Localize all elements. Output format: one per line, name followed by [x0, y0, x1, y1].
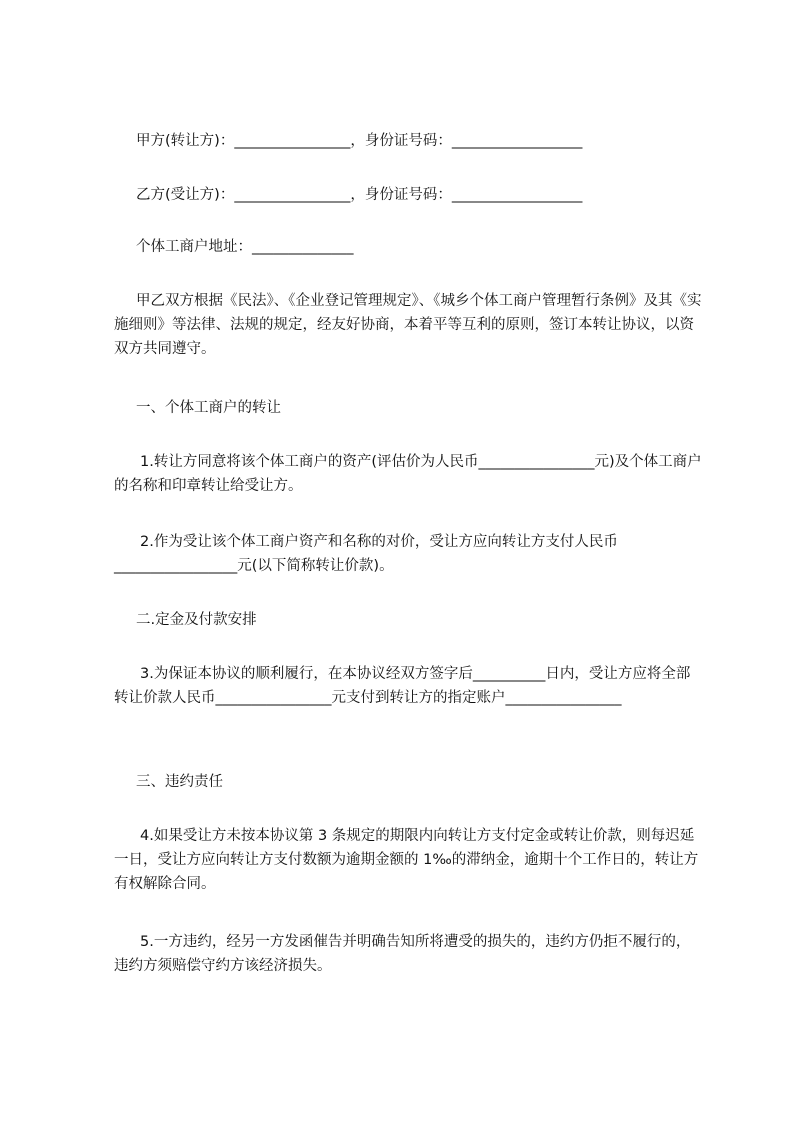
party-a-line: 甲方(转让方)：________________，身份证号码：__________________	[136, 133, 583, 149]
address-line: 个体工商户地址：______________	[136, 239, 354, 255]
section-3-title: 三、违约责任	[136, 774, 223, 790]
clause-4: 4.如果受让方未按本协议第 3 条规定的期限内向转让方支付定金或转让价款，则每迟延一日，受让方应向转让方支付数额为逾期金额的 1‰的滞纳金，逾期十个工作日的，转让方有权解除合同。	[114, 828, 699, 892]
party-b-line: 乙方(受让方)：________________，身份证号码：__________________	[136, 187, 583, 203]
clause-3: 3.为保证本协议的顺利履行，在本协议经双方签字后__________日内，受让方应将全部转让价款人民币________________元支付到转让方的指定账户________________	[114, 666, 691, 706]
clause-5: 5.一方违约，经另一方发函催告并明确告知所将遭受的损失的，违约方仍拒不履行的，违约方须赔偿守约方该经济损失。	[114, 934, 691, 974]
clause-1: 1.转让方同意将该个体工商户的资产(评估价为人民币________________元)及个体工商户的名称和印章转让给受让方。	[114, 454, 702, 494]
section-2-title: 二.定金及付款安排	[136, 612, 257, 628]
section-1-title: 一、个体工商户的转让	[136, 400, 281, 416]
clause-2: 2.作为受让该个体工商户资产和名称的对价，受让方应向转让方支付人民币_________________元(以下简称转让价款)。	[114, 534, 618, 574]
intro-paragraph: 甲乙双方根据《民法》、《企业登记管理规定》、《城乡个体工商户管理暂行条例》及其《实施细则》等法律、法规的规定，经友好协商，本着平等互利的原则，签订本转让协议，以资双方共同遵守。	[114, 293, 702, 357]
